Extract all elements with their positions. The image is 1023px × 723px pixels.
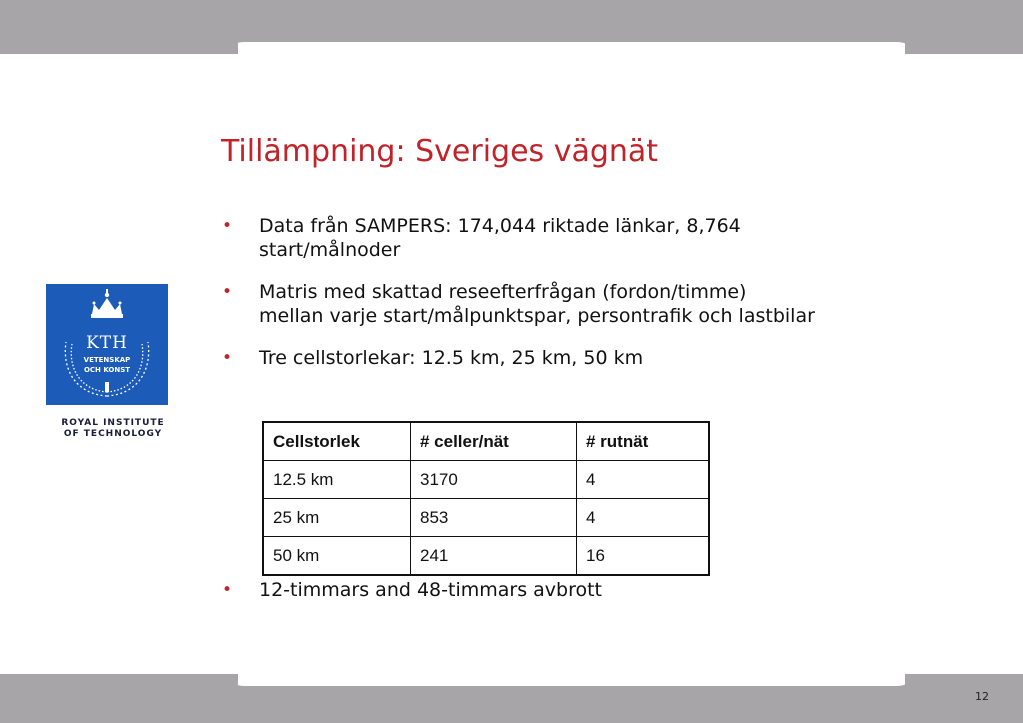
table-header-cell: # rutnät: [577, 422, 710, 461]
bullet-icon: •: [222, 282, 233, 302]
table-cell: 853: [411, 499, 577, 537]
frame-top-left: [0, 42, 238, 54]
bullet-icon: •: [222, 580, 233, 600]
table-row: [263, 499, 709, 537]
bullet-text: start/målnoder: [259, 239, 401, 261]
logo-line2: OCH KONST: [83, 366, 131, 374]
table-cell: 4: [577, 461, 710, 499]
bullet-item: [222, 346, 922, 370]
table-cell: 25 km: [263, 499, 411, 537]
cell-size-table-container: [262, 421, 710, 576]
frame-bottom-left: [0, 674, 238, 686]
table-cell: 12.5 km: [263, 461, 411, 499]
kth-logo: [46, 284, 168, 405]
slide-title: Tillämpning: Sveriges vägnät: [221, 134, 659, 169]
logo-caption-line: OF TECHNOLOGY: [63, 429, 163, 439]
logo-line1: VETENSKAP: [83, 356, 131, 364]
table-cell: 50 km: [263, 537, 411, 576]
frame-top-right: [905, 42, 1023, 54]
table-cell: 3170: [411, 461, 577, 499]
bullet-item: [222, 280, 922, 328]
frame-bottom-right: [905, 674, 1023, 686]
bullet-text: Data från SAMPERS: 174,044 riktade länkar, 8,764: [259, 215, 741, 237]
table-header-cell: # celler/nät: [411, 422, 577, 461]
logo-caption-line: ROYAL INSTITUTE: [61, 418, 165, 428]
page-number: 12: [975, 690, 989, 703]
logo-caption: [36, 418, 190, 440]
table-cell: 4: [577, 499, 710, 537]
bullet-text: mellan varje start/målpunktspar, persontrafik och lastbilar: [259, 305, 815, 327]
logo-monogram: KTH: [86, 333, 128, 353]
table-cell: 241: [411, 537, 577, 576]
bullet-icon: •: [222, 348, 233, 368]
table-header-cell: Cellstorlek: [263, 422, 411, 461]
table-header-row: [263, 422, 709, 461]
bullet-list: [222, 214, 922, 388]
bullet-text: Matris med skattad reseefterfrågan (fordon/timme): [259, 281, 747, 303]
bullet-text: Tre cellstorlekar: 12.5 km, 25 km, 50 km: [259, 347, 644, 369]
bullet-item: [222, 578, 602, 602]
bullet-text: 12-timmars and 48-timmars avbrott: [259, 579, 602, 601]
bullet-icon: •: [222, 216, 233, 236]
table-cell: 16: [577, 537, 710, 576]
kth-emblem-icon: [46, 284, 168, 405]
cell-size-table: [262, 421, 710, 576]
bullet-item: [222, 214, 922, 262]
table-row: [263, 537, 709, 576]
table-row: [263, 461, 709, 499]
